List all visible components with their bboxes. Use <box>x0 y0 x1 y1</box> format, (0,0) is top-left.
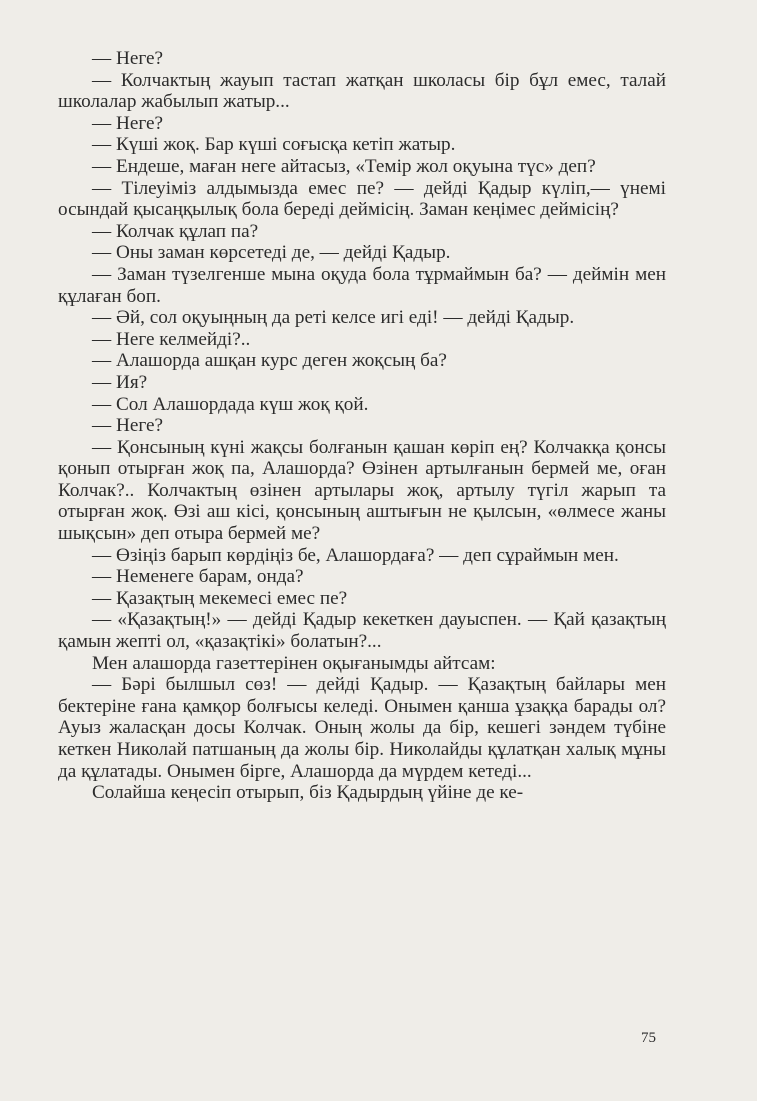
paragraph: — Неге? <box>92 48 164 69</box>
page-number: 75 <box>641 1030 656 1046</box>
paragraph: — Сол Алашордада күш жоқ қой. <box>92 393 369 415</box>
paragraph: — Ия? <box>92 371 148 393</box>
paragraph: — Колчактың жауып тастап жатқан школасы бір бұл емес, талай школалар жабылып жатыр... <box>58 69 666 113</box>
paragraph: — Күші жоқ. Бар күші соғысқа кетіп жатыр. <box>92 134 456 156</box>
paragraph: — Қонсының күні жақсы болғанын қашан көріп ең? Колчакқа қонсы қонып отырған жоқ па, Алашорда? Өзінен артылғанын бермей ме, оған Колчак?.. Колчактың өзінен артылары жоқ, артылу түгіл жарып та отырған жоқ. Өзі аш кісі, қонсының аштығын не қылсын, «өлмесе жаны шықсын» деп отыра бермей ме? <box>58 436 666 545</box>
paragraph: — Оны заман көрсетеді де, — дейді Қадыр. <box>92 242 451 264</box>
paragraph: — Өзіңіз барып көрдіңіз бе, Алашордаға? — деп сұраймын мен. <box>92 544 619 566</box>
paragraph: Солайша кеңесіп отырып, біз Қадырдың үйіне де ке- <box>92 782 524 804</box>
paragraph: — Алашорда ашқан курс деген жоқсың ба? <box>92 350 447 372</box>
paragraph: — Тілеуіміз алдымызда емес пе? — дейді Қадыр күліп,— үнемі осындай қысаңқылық бола береді деймісің. Заман кеңімес деймісің? <box>58 177 666 221</box>
paragraph: — Әй, сол оқуыңның да реті келсе игі еді! — дейді Қадыр. <box>92 307 575 329</box>
paragraph: — Неге келмейді?.. <box>92 328 251 350</box>
paragraph: — Неге? <box>92 112 164 134</box>
paragraph: — Колчак құлап па? <box>92 220 259 242</box>
paragraph: — Бәрі былшыл сөз! — дейді Қадыр. — Қазақтың байлары мен бектеріне ғана қамқор болғысы келеді. Онымен қанша ұзаққа барады ол? Ауыз жаласқан досы Колчак. Оның жолы да бір, кешегі зәндем түбіне кеткен Николай патшаның да жолы бір. Николайды құлатқан халық мұны да құлатады. Онымен бірге, Алашорда да мүрдем кетеді... <box>58 674 666 782</box>
paragraph: — «Қазақтың!» — дейді Қадыр кекеткен дауыспен. — Қай қазақтың қамын жепті ол, «қазақтікі» болатын?... <box>58 609 666 653</box>
paragraph: — Заман түзелгенше мына оқуда бола тұрмаймын ба? — деймін мен құлаған боп. <box>58 263 666 307</box>
paragraph: — Ендеше, маған неге айтасыз, «Темір жол оқуына түс» деп? <box>92 155 596 177</box>
paragraph: — Қазақтың мекемесі емес пе? <box>92 587 348 609</box>
page-body <box>58 48 666 804</box>
paragraph: — Неге? <box>92 415 164 437</box>
paragraph: — Неменеге барам, онда? <box>92 566 304 588</box>
paragraph: Мен алашорда газеттерінен оқығанымды айтсам: <box>92 652 496 674</box>
